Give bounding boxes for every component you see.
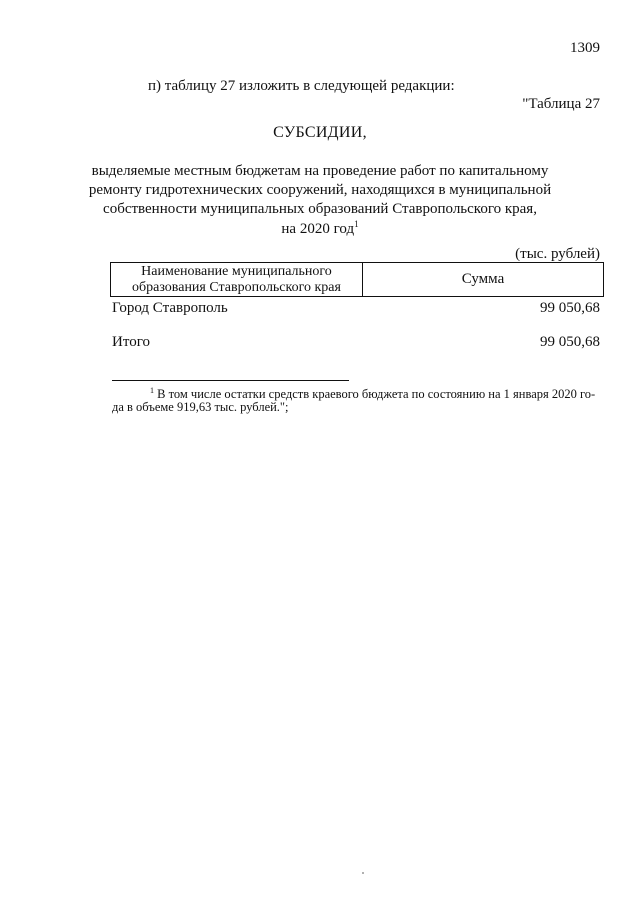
footnote-text: В том числе остатки средств краевого бюджета по состоянию на 1 января 2020 го-	[157, 387, 596, 402]
table-row-sum: 99 050,68	[540, 300, 600, 316]
footnote-mark: 1	[150, 386, 154, 395]
document-title: СУБСИДИИ,	[273, 124, 367, 141]
footnote-marker: 1	[354, 219, 359, 229]
total-row-name: Итого	[112, 334, 150, 350]
header-municipality-line: образования Ставропольского края	[132, 280, 341, 295]
total-row-sum: 99 050,68	[540, 334, 600, 350]
table-row-name: Город Ставрополь	[112, 300, 228, 316]
amendment-instruction: п) таблицу 27 изложить в следующей редакции:	[148, 78, 455, 94]
header-sum: Сумма	[461, 271, 505, 287]
table-header	[110, 262, 604, 297]
subtitle-line: ремонту гидротехнических сооружений, находящихся в муниципальной	[88, 182, 552, 198]
subtitle-line: выделяемые местным бюджетам на проведение работ по капитальному	[91, 163, 549, 179]
scan-speck	[362, 872, 364, 874]
table-reference: "Таблица 27	[522, 96, 600, 112]
footnote-separator	[112, 380, 349, 381]
header-municipality-line: Наименование муниципального	[141, 264, 332, 279]
subtitle-year-text: на 2020 год	[281, 221, 355, 237]
page-number: 1309	[570, 40, 600, 56]
subtitle-line-year	[0, 215, 640, 239]
subtitle-line: собственности муниципальных образований Ставропольского края,	[103, 201, 537, 217]
header-municipality	[111, 263, 363, 296]
units-label: (тыс. рублей)	[515, 246, 600, 262]
footnote-line: да в объеме 919,63 тыс. рублей.";	[112, 400, 289, 414]
